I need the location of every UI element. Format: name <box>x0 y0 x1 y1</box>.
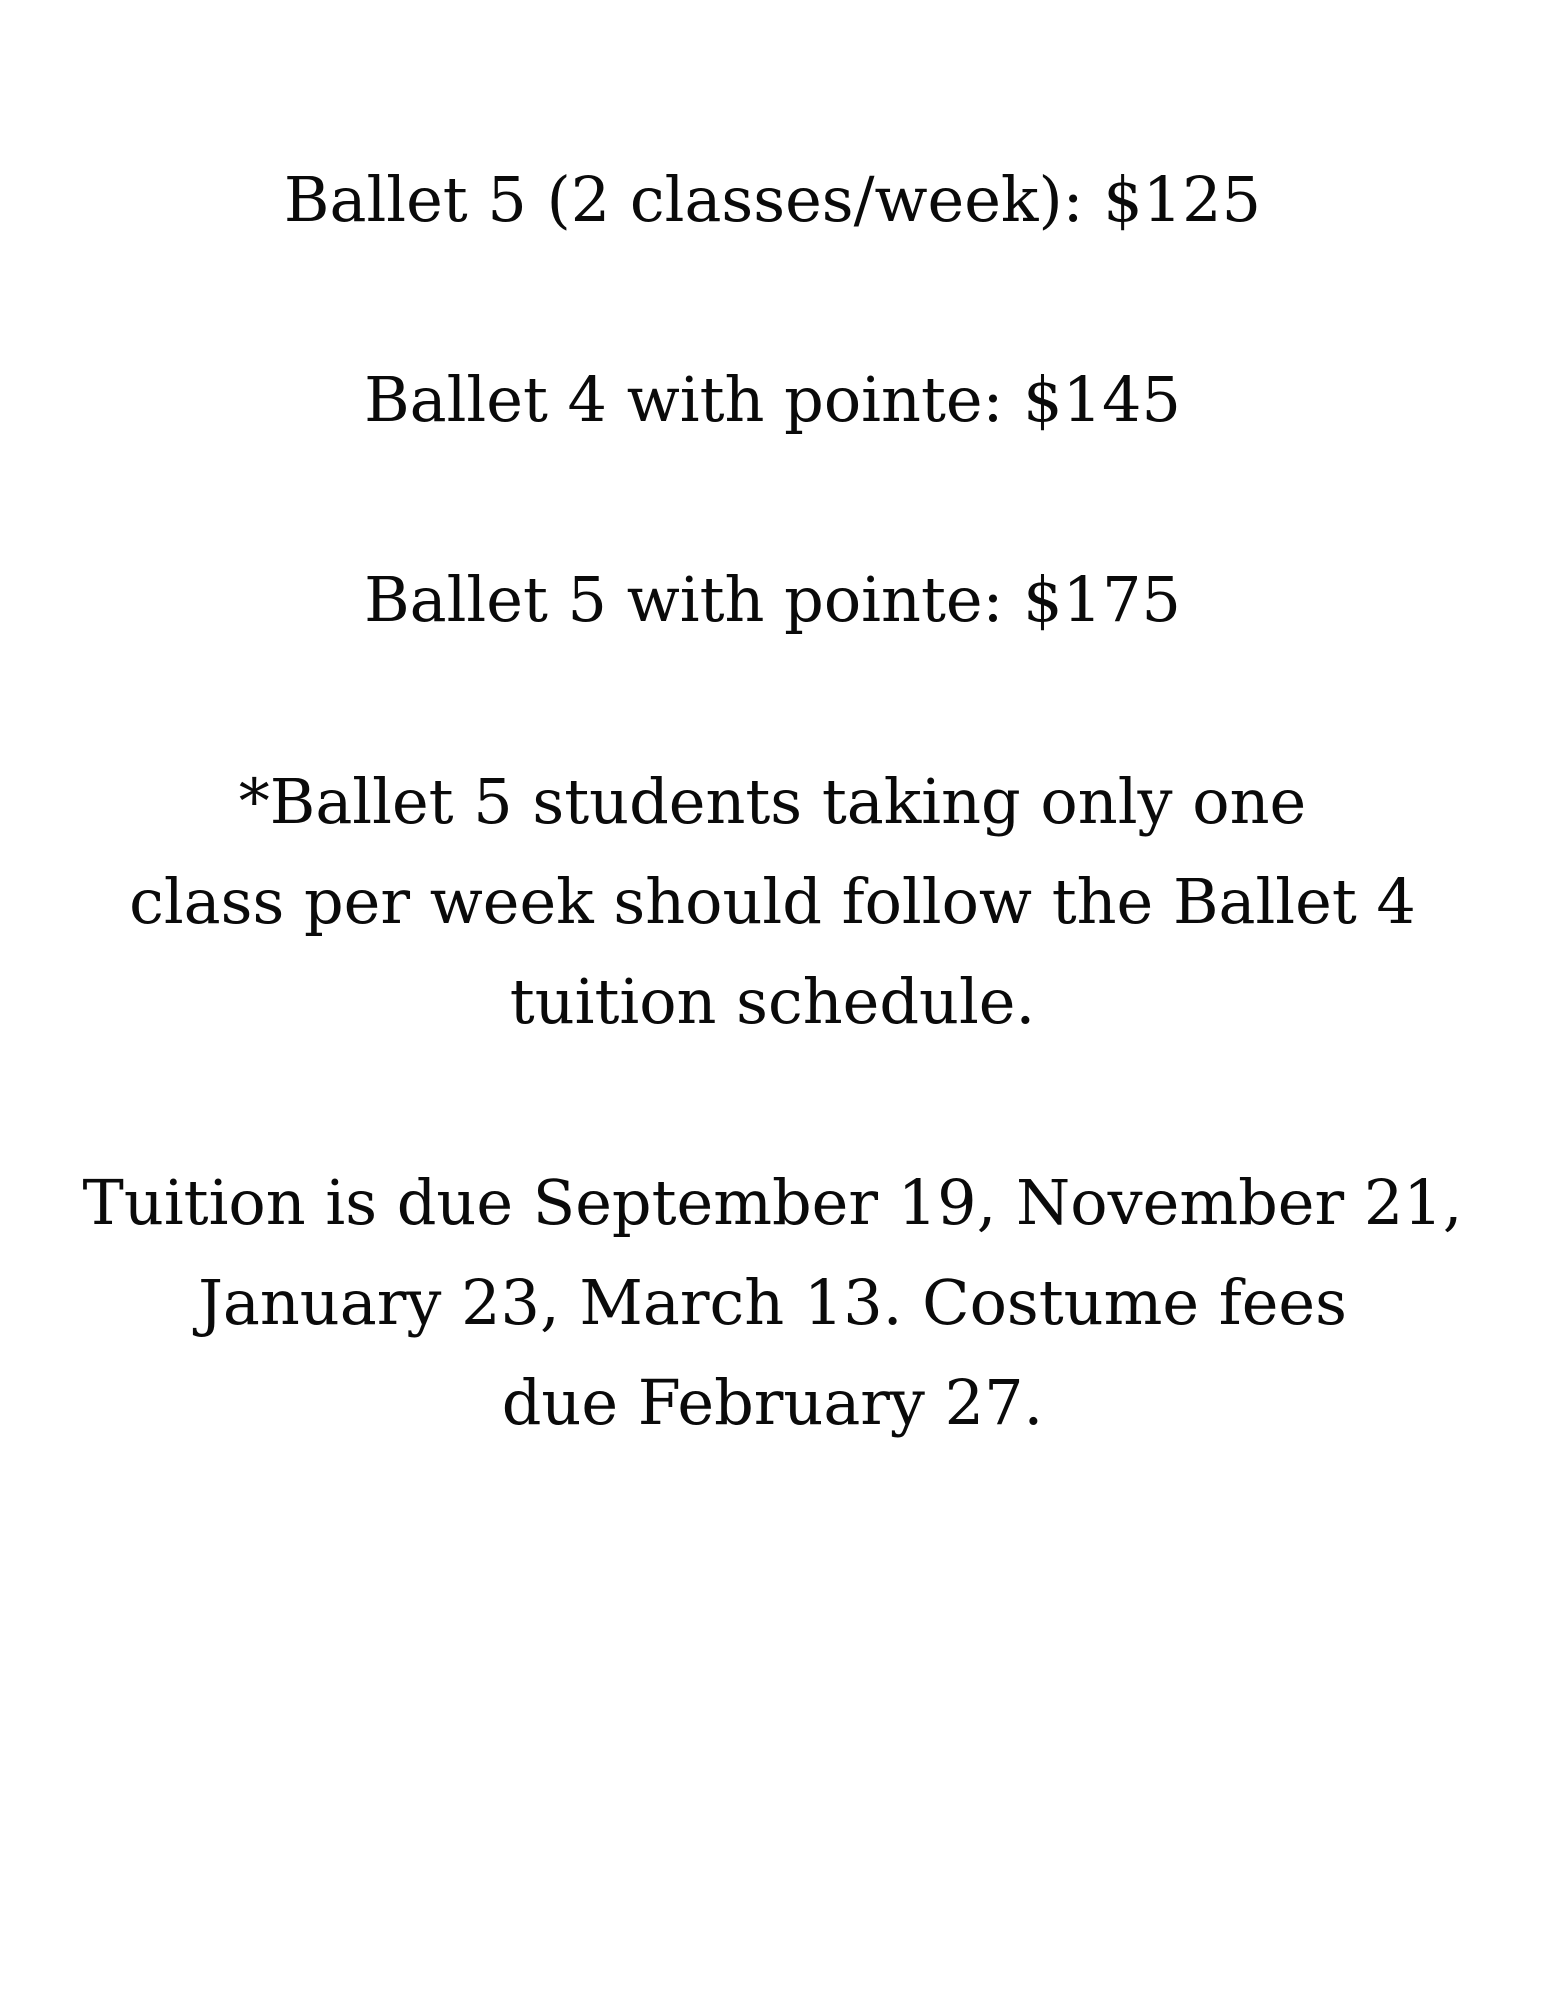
note-line-1: *Ballet 5 students taking only one <box>238 765 1307 838</box>
tuition-item-ballet5-pointe: Ballet 5 with pointe: $175 <box>364 563 1181 636</box>
due-dates-line-3: due February 27. <box>501 1366 1044 1439</box>
due-dates-line-2: January 23, March 13. Costume fees <box>198 1266 1347 1339</box>
tuition-item-ballet5-two-classes: Ballet 5 (2 classes/week): $125 <box>283 163 1262 236</box>
due-dates-line-1: Tuition is due September 19, November 21, <box>82 1166 1463 1239</box>
note-line-2: class per week should follow the Ballet 4 <box>129 865 1416 938</box>
note-line-3: tuition schedule. <box>509 965 1036 1038</box>
tuition-item-ballet4-pointe: Ballet 4 with pointe: $145 <box>364 363 1181 436</box>
